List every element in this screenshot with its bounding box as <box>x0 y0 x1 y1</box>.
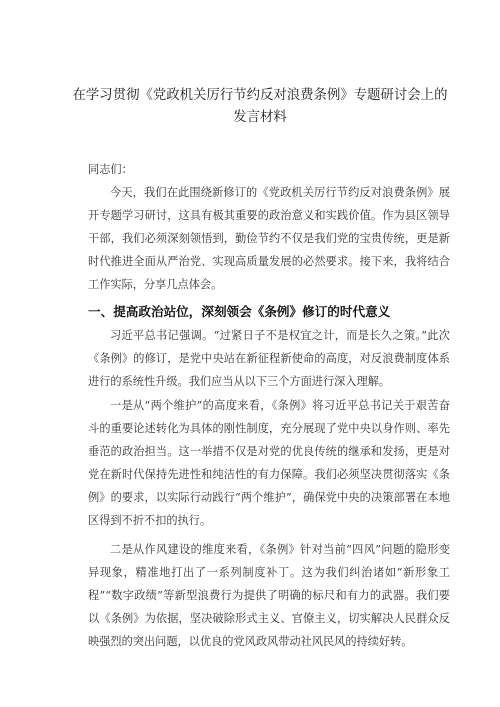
section1-paragraph-2: 一是从“两个维护”的高度来看，《条例》将习近平总书记关于艰苦奋斗的重要论述转化为具体的刚性制度，充分展现了党中央以身作则、率先垂范的政治担当。这一举措不仅是对党的优良传统的继承和发扬，更是对党在新时代保持先进性和纯洁性的有力保障。我们必须坚决贯彻落实《条例》的要求，以实际行动践行“两个维护”，确保党中央的决策部署在本地区得到不折不扣的执行。 <box>88 399 450 527</box>
section-heading-1: 一、提高政治站位，深刻领会《条例》修订的时代意义 <box>88 304 391 319</box>
salutation: 同志们： <box>88 163 133 176</box>
section1-paragraph-1: 习近平总书记强调。“过紧日子不是权宜之计，而是长久之策。”此次《条例》的修订，是党中央站在新征程新使命的高度，对反浪费制度体系进行的系统性升级。我们应当从以下三个方面进行深入理解。 <box>88 329 450 388</box>
intro-paragraph: 今天，我们在此围绕新修订的《党政机关厉行节约反对浪费条例》展开专题学习研讨，这具有极其重要的政治意义和实践价值。作为县区领导干部，我们必须深刻领悟到，勤俭节约不仅是我们党的宝贵传统，更是新时代推进全面从严治党、实现高质量发展的必然要求。接下来，我将结合工作实际，分享几点体会。 <box>88 186 450 291</box>
section1-paragraph-3: 二是从作风建设的维度来看，《条例》针对当前“四风”问题的隐形变异现象，精准地打出了一系列制度补丁。这为我们纠治诸如“新形象工程”“数字政绩”等新型浪费行为提供了明确的标尺和有力的武器。我们要以《条例》为依据，坚决破除形式主义、官僚主义，切实解决人民群众反映强烈的突出问题，以优良的党风政风带动社风民风的持续好转。 <box>88 543 450 648</box>
document-title: 在学习贯彻《党政机关厉行节约反对浪费条例》专题研讨会上的发言材料 <box>72 88 448 125</box>
